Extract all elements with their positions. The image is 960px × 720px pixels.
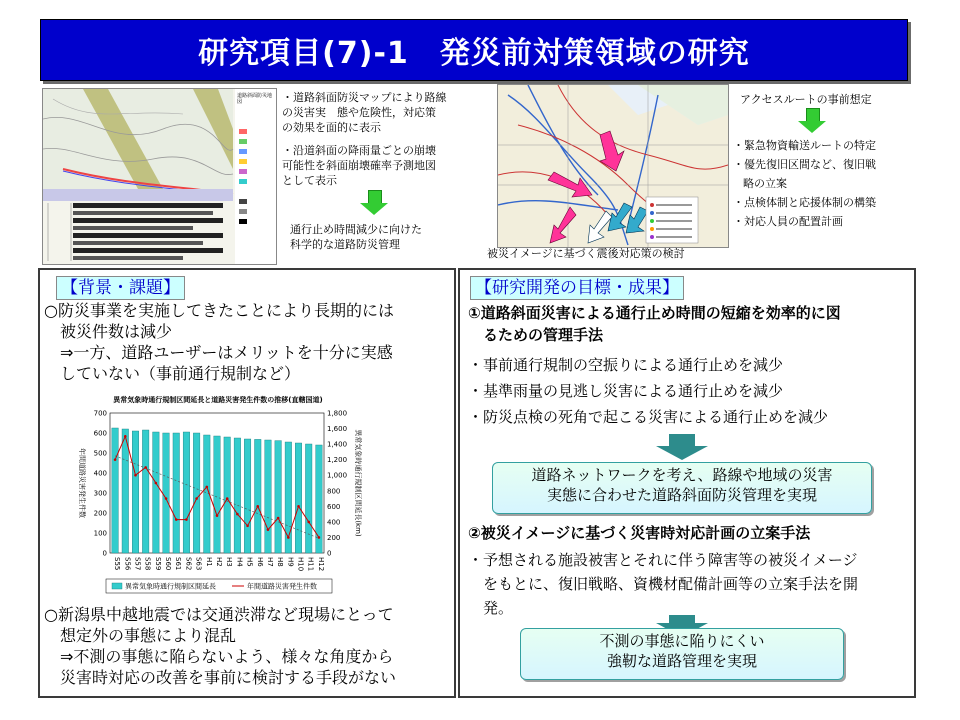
access-route-title: アクセスルートの事前想定 bbox=[740, 93, 872, 106]
text-line: の災害実 態や危険性，対応策 bbox=[282, 106, 436, 119]
chart-point bbox=[256, 505, 259, 508]
text-line: 被災件数は減少 bbox=[44, 322, 173, 341]
y-tick-label-right: 1,000 bbox=[327, 471, 348, 480]
chart-point bbox=[236, 513, 239, 516]
chart-point bbox=[134, 474, 137, 477]
chart-bar bbox=[163, 433, 170, 553]
y-tick-label-left: 700 bbox=[93, 409, 107, 418]
x-tick-label: S60 bbox=[164, 557, 173, 571]
text-line: 通行止め時間減少に向けた bbox=[290, 223, 422, 236]
goal-1 bbox=[468, 302, 910, 346]
road-map-caption: 被災イメージに基づく震後対応策の検討 bbox=[487, 247, 685, 260]
chart-point bbox=[246, 524, 249, 527]
y-tick-label-right: 800 bbox=[327, 487, 341, 496]
legend-label-line: 年間道路災害発生件数 bbox=[247, 582, 317, 591]
y-tick-label-left: 600 bbox=[93, 429, 107, 438]
text-line: ・沿道斜面の降雨量ごとの崩壊 bbox=[282, 144, 436, 157]
goal-1-items bbox=[468, 352, 910, 430]
x-tick-label: H3 bbox=[225, 557, 234, 567]
chart-point bbox=[144, 466, 147, 469]
map-description-1 bbox=[282, 90, 462, 135]
chart-point bbox=[216, 514, 219, 517]
y-tick-label-left: 100 bbox=[93, 529, 107, 538]
text-line: ○防災事業を実施してきたことにより長期的には bbox=[44, 301, 394, 320]
x-tick-label: H5 bbox=[245, 557, 254, 567]
background-tag: 【背景・課題】 bbox=[56, 276, 185, 300]
y-tick-label-right: 1,800 bbox=[327, 409, 348, 418]
y-tick-label-right: 200 bbox=[327, 533, 341, 542]
x-tick-label: H12 bbox=[316, 557, 325, 572]
chart-bar bbox=[183, 432, 190, 553]
x-tick-label: S61 bbox=[174, 557, 183, 571]
text-line: 不測の事態に陥りにくい bbox=[599, 632, 765, 650]
y-tick-label-right: 400 bbox=[327, 518, 341, 527]
text-line: 科学的な道路防災管理 bbox=[290, 238, 400, 251]
chart-bar bbox=[173, 433, 180, 553]
list-item: ・対応人員の配置計画 bbox=[733, 215, 843, 228]
legend-label-bar: 異常気象時通行規制区間延長 bbox=[125, 582, 216, 591]
y-tick-label-right: 1,400 bbox=[327, 440, 348, 449]
slope-hazard-map-graphic bbox=[43, 89, 276, 264]
chart-bar bbox=[234, 438, 241, 553]
text-line: ・予想される施設被害とそれに伴う障害等の被災イメージ bbox=[468, 551, 858, 569]
text-line: 強靭な道路管理を実現 bbox=[606, 652, 757, 670]
x-tick-label: H11 bbox=[306, 557, 315, 572]
map-legend-caption: 道路斜面防災地図 bbox=[237, 93, 273, 105]
chart-bar bbox=[193, 433, 200, 553]
chart-point bbox=[307, 521, 310, 524]
map-result-text bbox=[290, 222, 470, 252]
chart-bar bbox=[142, 430, 149, 553]
y-tick-label-right: 600 bbox=[327, 502, 341, 511]
down-arrow-icon bbox=[360, 190, 390, 216]
road-network-map bbox=[497, 84, 729, 248]
x-tick-label: H4 bbox=[235, 557, 244, 567]
y-tick-label-right: 1,600 bbox=[327, 425, 348, 434]
text-line: していない（事前通行規制など） bbox=[44, 364, 301, 383]
text-line: ⇒不測の事態に陥らないよう、様々な角度から bbox=[44, 647, 394, 666]
list-item: ・基準雨量の見逃し災害による通行止めを減少 bbox=[468, 382, 784, 400]
chart-point bbox=[124, 435, 127, 438]
map-description-2 bbox=[282, 143, 462, 188]
chart-point bbox=[185, 518, 188, 521]
text-line: 実態に合わせた道路斜面防災管理を実現 bbox=[546, 486, 817, 504]
y-tick-label-left: 0 bbox=[102, 549, 107, 558]
list-item: ・防災点検の死角で起こる災害による通行止めを減少 bbox=[468, 408, 829, 426]
goal-heading: ①道路斜面災害による通行止め時間の短縮を効率的に図 bbox=[468, 304, 841, 322]
list-item: ・優先復旧区間など、復旧戦 bbox=[733, 158, 876, 171]
y-tick-label-left: 300 bbox=[93, 489, 107, 498]
goal-2-items bbox=[468, 548, 910, 620]
result-box-1 bbox=[492, 462, 872, 514]
y-tick-label-left: 400 bbox=[93, 469, 107, 478]
chart-bar bbox=[224, 437, 231, 553]
list-item: ・事前通行規制の空振りによる通行止めを減少 bbox=[468, 356, 784, 374]
chart-bar bbox=[122, 429, 129, 553]
chart-point bbox=[114, 458, 117, 461]
chart-point bbox=[267, 528, 270, 531]
chart-bar bbox=[275, 441, 282, 553]
x-tick-label: H2 bbox=[215, 557, 223, 567]
chart-bar bbox=[132, 431, 139, 553]
x-tick-label: H10 bbox=[296, 557, 305, 572]
result-box-2 bbox=[520, 628, 844, 680]
x-tick-label: S58 bbox=[143, 557, 152, 571]
x-tick-label: H1 bbox=[204, 557, 213, 567]
text-line: ・道路斜面防災マップにより路線 bbox=[282, 91, 447, 104]
list-item: ・点検体制と応援体制の構築 bbox=[733, 196, 876, 209]
y-tick-label-right: 0 bbox=[327, 549, 332, 558]
slope-hazard-map bbox=[42, 88, 277, 265]
text-line: の効果を面的に表示 bbox=[282, 121, 381, 134]
goals-tag: 【研究開発の目標・成果】 bbox=[470, 276, 684, 300]
chart-point bbox=[206, 486, 209, 489]
down-arrow-icon bbox=[798, 108, 828, 134]
chart-point bbox=[165, 497, 168, 500]
chart-title: 異常気象時通行規制区間延長と道路災害発生件数の推移(直轄国道) bbox=[113, 396, 323, 404]
chart-bar bbox=[255, 439, 262, 553]
chart-bar bbox=[214, 436, 221, 553]
background-text-top bbox=[44, 300, 452, 384]
chart-bar bbox=[112, 428, 119, 553]
chart-point bbox=[318, 536, 321, 539]
road-network-map-graphic bbox=[498, 85, 728, 247]
chart-area bbox=[72, 393, 364, 601]
text-line: をもとに、復旧戦略、資機材配備計画等の立案手法を開 bbox=[468, 575, 859, 593]
chart-bar bbox=[153, 432, 160, 553]
text-line: 想定外の事態により混乱 bbox=[44, 626, 237, 645]
chart-point bbox=[277, 517, 280, 520]
x-tick-label: H8 bbox=[276, 557, 285, 567]
text-line: ⇒一方、道路ユーザーはメリットを十分に実感 bbox=[44, 343, 393, 362]
x-tick-label: S56 bbox=[123, 557, 132, 571]
legend-swatch-bar bbox=[112, 583, 122, 589]
chart-bar bbox=[295, 443, 302, 553]
text-line: として表示 bbox=[282, 174, 337, 187]
y-tick-label-right: 1,200 bbox=[327, 456, 348, 465]
y-axis-label-right: 異常気象時通行規制区間延長(km) bbox=[354, 429, 362, 537]
list-item: ・緊急物資輸送ルートの特定 bbox=[733, 139, 876, 152]
chart-point bbox=[175, 518, 178, 521]
goal-2-heading: ②被災イメージに基づく災害時対応計画の立案手法 bbox=[468, 524, 811, 542]
chart-point bbox=[226, 497, 229, 500]
chart-point bbox=[155, 482, 158, 485]
x-tick-label: S59 bbox=[153, 557, 162, 571]
chart-bar bbox=[305, 444, 312, 553]
background-text-bottom bbox=[44, 604, 452, 688]
y-tick-label-left: 500 bbox=[93, 449, 107, 458]
text-line: 災害時対応の改善を事前に検討する手段がない bbox=[44, 668, 397, 687]
x-tick-label: S63 bbox=[194, 557, 203, 571]
text-line: 可能性を斜面崩壊確率予測地図 bbox=[282, 159, 436, 172]
x-tick-label: S57 bbox=[133, 557, 142, 571]
list-item: 略の立案 bbox=[743, 177, 787, 190]
x-tick-label: H6 bbox=[255, 557, 264, 567]
x-tick-label: S55 bbox=[113, 557, 122, 571]
y-axis-label-left: 年間道路災害発生件数 bbox=[78, 448, 86, 518]
y-tick-label-left: 200 bbox=[93, 509, 107, 518]
text-line: 発。 bbox=[468, 599, 514, 617]
x-tick-label: S62 bbox=[184, 557, 193, 571]
chart-point bbox=[195, 497, 198, 500]
chart-point bbox=[287, 536, 290, 539]
goal-heading: るための管理手法 bbox=[468, 326, 604, 344]
text-line: 道路ネットワークを考え、路線や地域の災害 bbox=[531, 466, 833, 484]
x-tick-label: H9 bbox=[286, 557, 295, 567]
chart-bar bbox=[244, 439, 251, 553]
text-line: ○新潟県中越地震では交通渋滞など現場にとって bbox=[44, 605, 394, 624]
x-tick-label: H7 bbox=[265, 557, 274, 567]
page-title: 研究項目(7)-1 発災前対策領域の研究 bbox=[40, 19, 908, 81]
chart-point bbox=[297, 505, 300, 508]
disaster-trend-chart bbox=[72, 393, 364, 601]
chart-bar bbox=[265, 440, 272, 553]
down-arrow-icon bbox=[656, 434, 708, 460]
access-route-items bbox=[733, 136, 953, 231]
